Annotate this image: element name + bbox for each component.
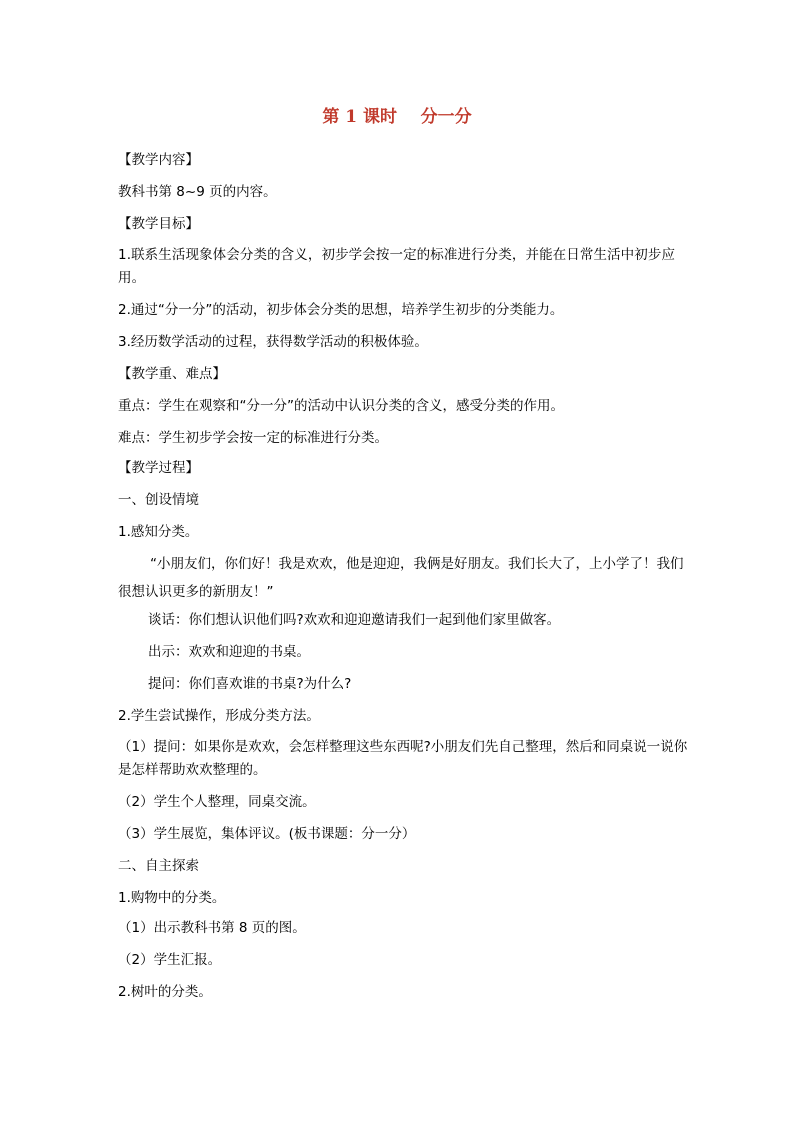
step-2: 2.学生尝试操作，形成分类方法。 [118, 708, 320, 724]
key-difficult-heading: 【教学重、难点】 [118, 366, 226, 382]
explore-2: 2.树叶的分类。 [118, 984, 212, 1000]
goal-2: 2.通过“分一分”的活动，初步体会分类的思想，培养学生初步的分类能力。 [118, 302, 564, 318]
part-1-heading: 一、创设情境 [118, 492, 199, 508]
explore-1-1: （1）出示教科书第 8 页的图。 [118, 920, 306, 936]
show-line: 出示：欢欢和迎迎的书桌。 [148, 644, 310, 660]
goal-3: 3.经历数学活动的过程，获得数学活动的积极体验。 [118, 334, 428, 350]
step-2-3: （3）学生展览，集体评议。(板书课题：分一分） [118, 826, 416, 842]
step-2-1: （1）提问：如果你是欢欢，会怎样整理这些东西呢?小朋友们先自己整理，然后和同桌说一说你是怎样帮助欢欢整理的。 [118, 739, 688, 778]
explore-1-2: （2）学生汇报。 [118, 952, 222, 968]
key-point: 重点：学生在观察和“分一分”的活动中认识分类的含义，感受分类的作用。 [118, 398, 564, 414]
process-heading: 【教学过程】 [118, 460, 199, 476]
part-2-heading: 二、自主探索 [118, 858, 199, 874]
talk-line: 谈话：你们想认识他们吗?欢欢和迎迎邀请我们一起到他们家里做客。 [148, 612, 561, 628]
goal-1: 1.联系生活现象体会分类的含义，初步学会按一定的标准进行分类，并能在日常生活中初步应用。 [118, 247, 676, 286]
step-2-2: （2）学生个人整理，同桌交流。 [118, 794, 316, 810]
difficult-point: 难点：学生初步学会按一定的标准进行分类。 [118, 430, 388, 446]
ask-line: 提问：你们喜欢谁的书桌?为什么? [148, 676, 352, 692]
step-1: 1.感知分类。 [118, 524, 199, 540]
content-heading: 【教学内容】 [118, 152, 199, 168]
quote-paragraph: “小朋友们，你们好！我是欢欢，他是迎迎，我俩是好朋友。我们长大了，上小学了！我们很想认识更多的新朋友！” [118, 556, 684, 600]
lesson-title: 第 1 课时 分一分 [322, 107, 472, 127]
content-text: 教科书第 8~9 页的内容。 [118, 184, 277, 200]
goals-heading: 【教学目标】 [118, 216, 199, 232]
explore-1: 1.购物中的分类。 [118, 890, 226, 906]
